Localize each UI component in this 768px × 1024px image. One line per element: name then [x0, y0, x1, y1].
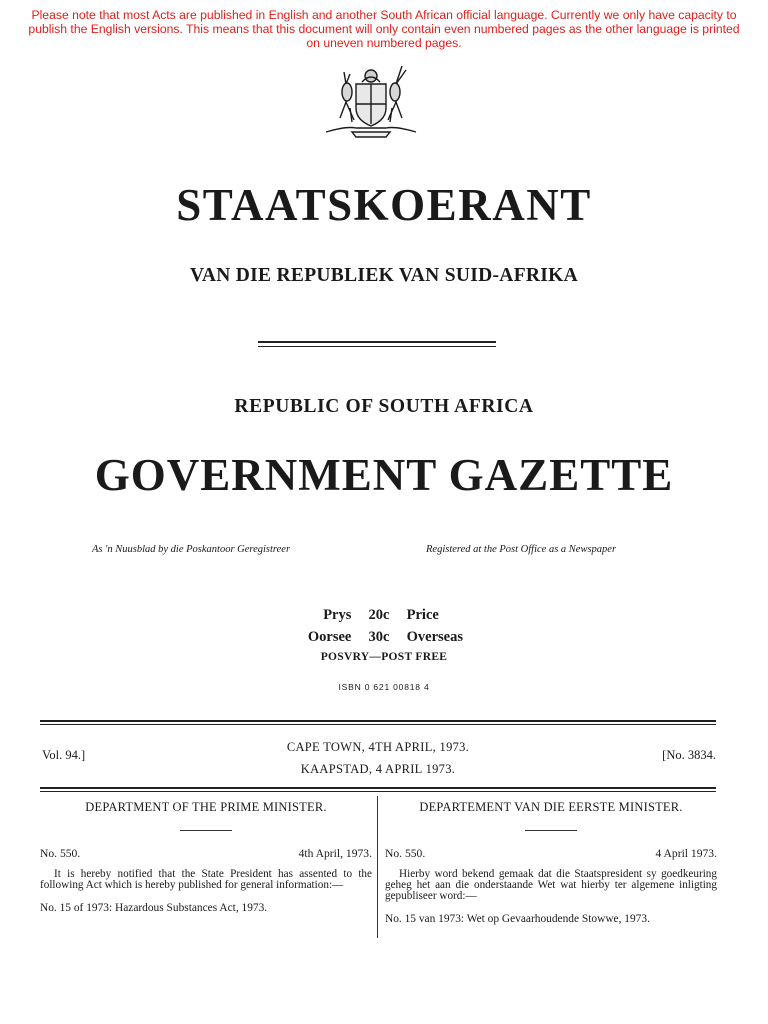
overseas-label-af: Oorsee	[307, 629, 352, 645]
coat-of-arms-icon	[316, 62, 426, 138]
english-column	[40, 798, 372, 915]
post-free-label: POSVRY—POST FREE	[320, 651, 448, 663]
notice-date: 4th April, 1973.	[298, 847, 372, 860]
column-divider	[377, 796, 378, 938]
price-label-en: Price	[406, 607, 439, 623]
isbn: ISBN 0 621 00818 4	[338, 682, 430, 692]
title-english: GOVERNMENT GAZETTE	[94, 450, 674, 500]
price-block	[0, 604, 768, 666]
registration-afrikaans: As 'n Nuusblad by die Poskantoor Geregistreer	[92, 544, 291, 555]
price-amount-overseas: 30c	[368, 629, 390, 645]
act-title-english: No. 15 of 1973: Hazardous Substances Act, 1973.	[40, 902, 268, 914]
double-rule-divider	[258, 341, 496, 347]
notice-header-english	[40, 847, 372, 861]
volume-number: Vol. 94.]	[42, 748, 86, 762]
subtitle-english: REPUBLIC OF SOUTH AFRICA	[234, 396, 534, 417]
notice-body-afrikaans: Hierby word bekend gemaak dat die Staatspresident sy goedkeuring geheg het aan die onderstaande Wet wat hierby ter algemene inligting gepubliseer word:—	[385, 868, 717, 902]
issue-date-afrikaans: KAAPSTAD, 4 APRIL 1973.	[300, 762, 456, 776]
department-heading-afrikaans: DEPARTEMENT VAN DIE EERSTE MINISTER.	[419, 800, 683, 814]
price-amount-local: 20c	[368, 607, 390, 623]
title-afrikaans: STAATSKOERANT	[176, 180, 592, 230]
subtitle-afrikaans: VAN DIE REPUBLIEK VAN SUID-AFRIKA	[189, 265, 579, 286]
issue-dates	[0, 736, 756, 780]
overseas-label-en: Overseas	[406, 629, 463, 645]
notice-number: No. 550.	[385, 847, 426, 860]
notice-number: No. 550.	[40, 847, 81, 860]
short-rule	[180, 830, 232, 831]
act-title-afrikaans: No. 15 van 1973: Wet op Gevaarhoudende Stowwe, 1973.	[385, 913, 650, 925]
issue-date-english: CAPE TOWN, 4TH APRIL, 1973.	[286, 740, 470, 754]
registration-english: Registered at the Post Office as a Newspaper	[426, 544, 617, 555]
notice-date: 4 April 1973.	[655, 847, 717, 860]
notice-body-english: It is hereby notified that the State President has assented to the following Act which is hereby published for general information:—	[40, 868, 372, 891]
price-row-overseas	[0, 626, 768, 648]
department-heading-english: DEPARTMENT OF THE PRIME MINISTER.	[85, 800, 327, 814]
issue-number: [No. 3834.	[662, 748, 716, 762]
notice-header-afrikaans	[385, 847, 717, 861]
issue-rule-top	[40, 720, 716, 725]
afrikaans-column	[385, 798, 717, 926]
language-notice: Please note that most Acts are published in English and another South African official language. Currently we only have capacity to publish the English versions. This means that this document will only contain even numbered pages as the other language is printed on uneven numbered pages.	[28, 8, 740, 50]
short-rule	[525, 830, 577, 831]
issue-rule-bottom	[40, 787, 716, 792]
price-row-local	[0, 604, 768, 626]
price-label-af: Prys	[323, 607, 352, 623]
